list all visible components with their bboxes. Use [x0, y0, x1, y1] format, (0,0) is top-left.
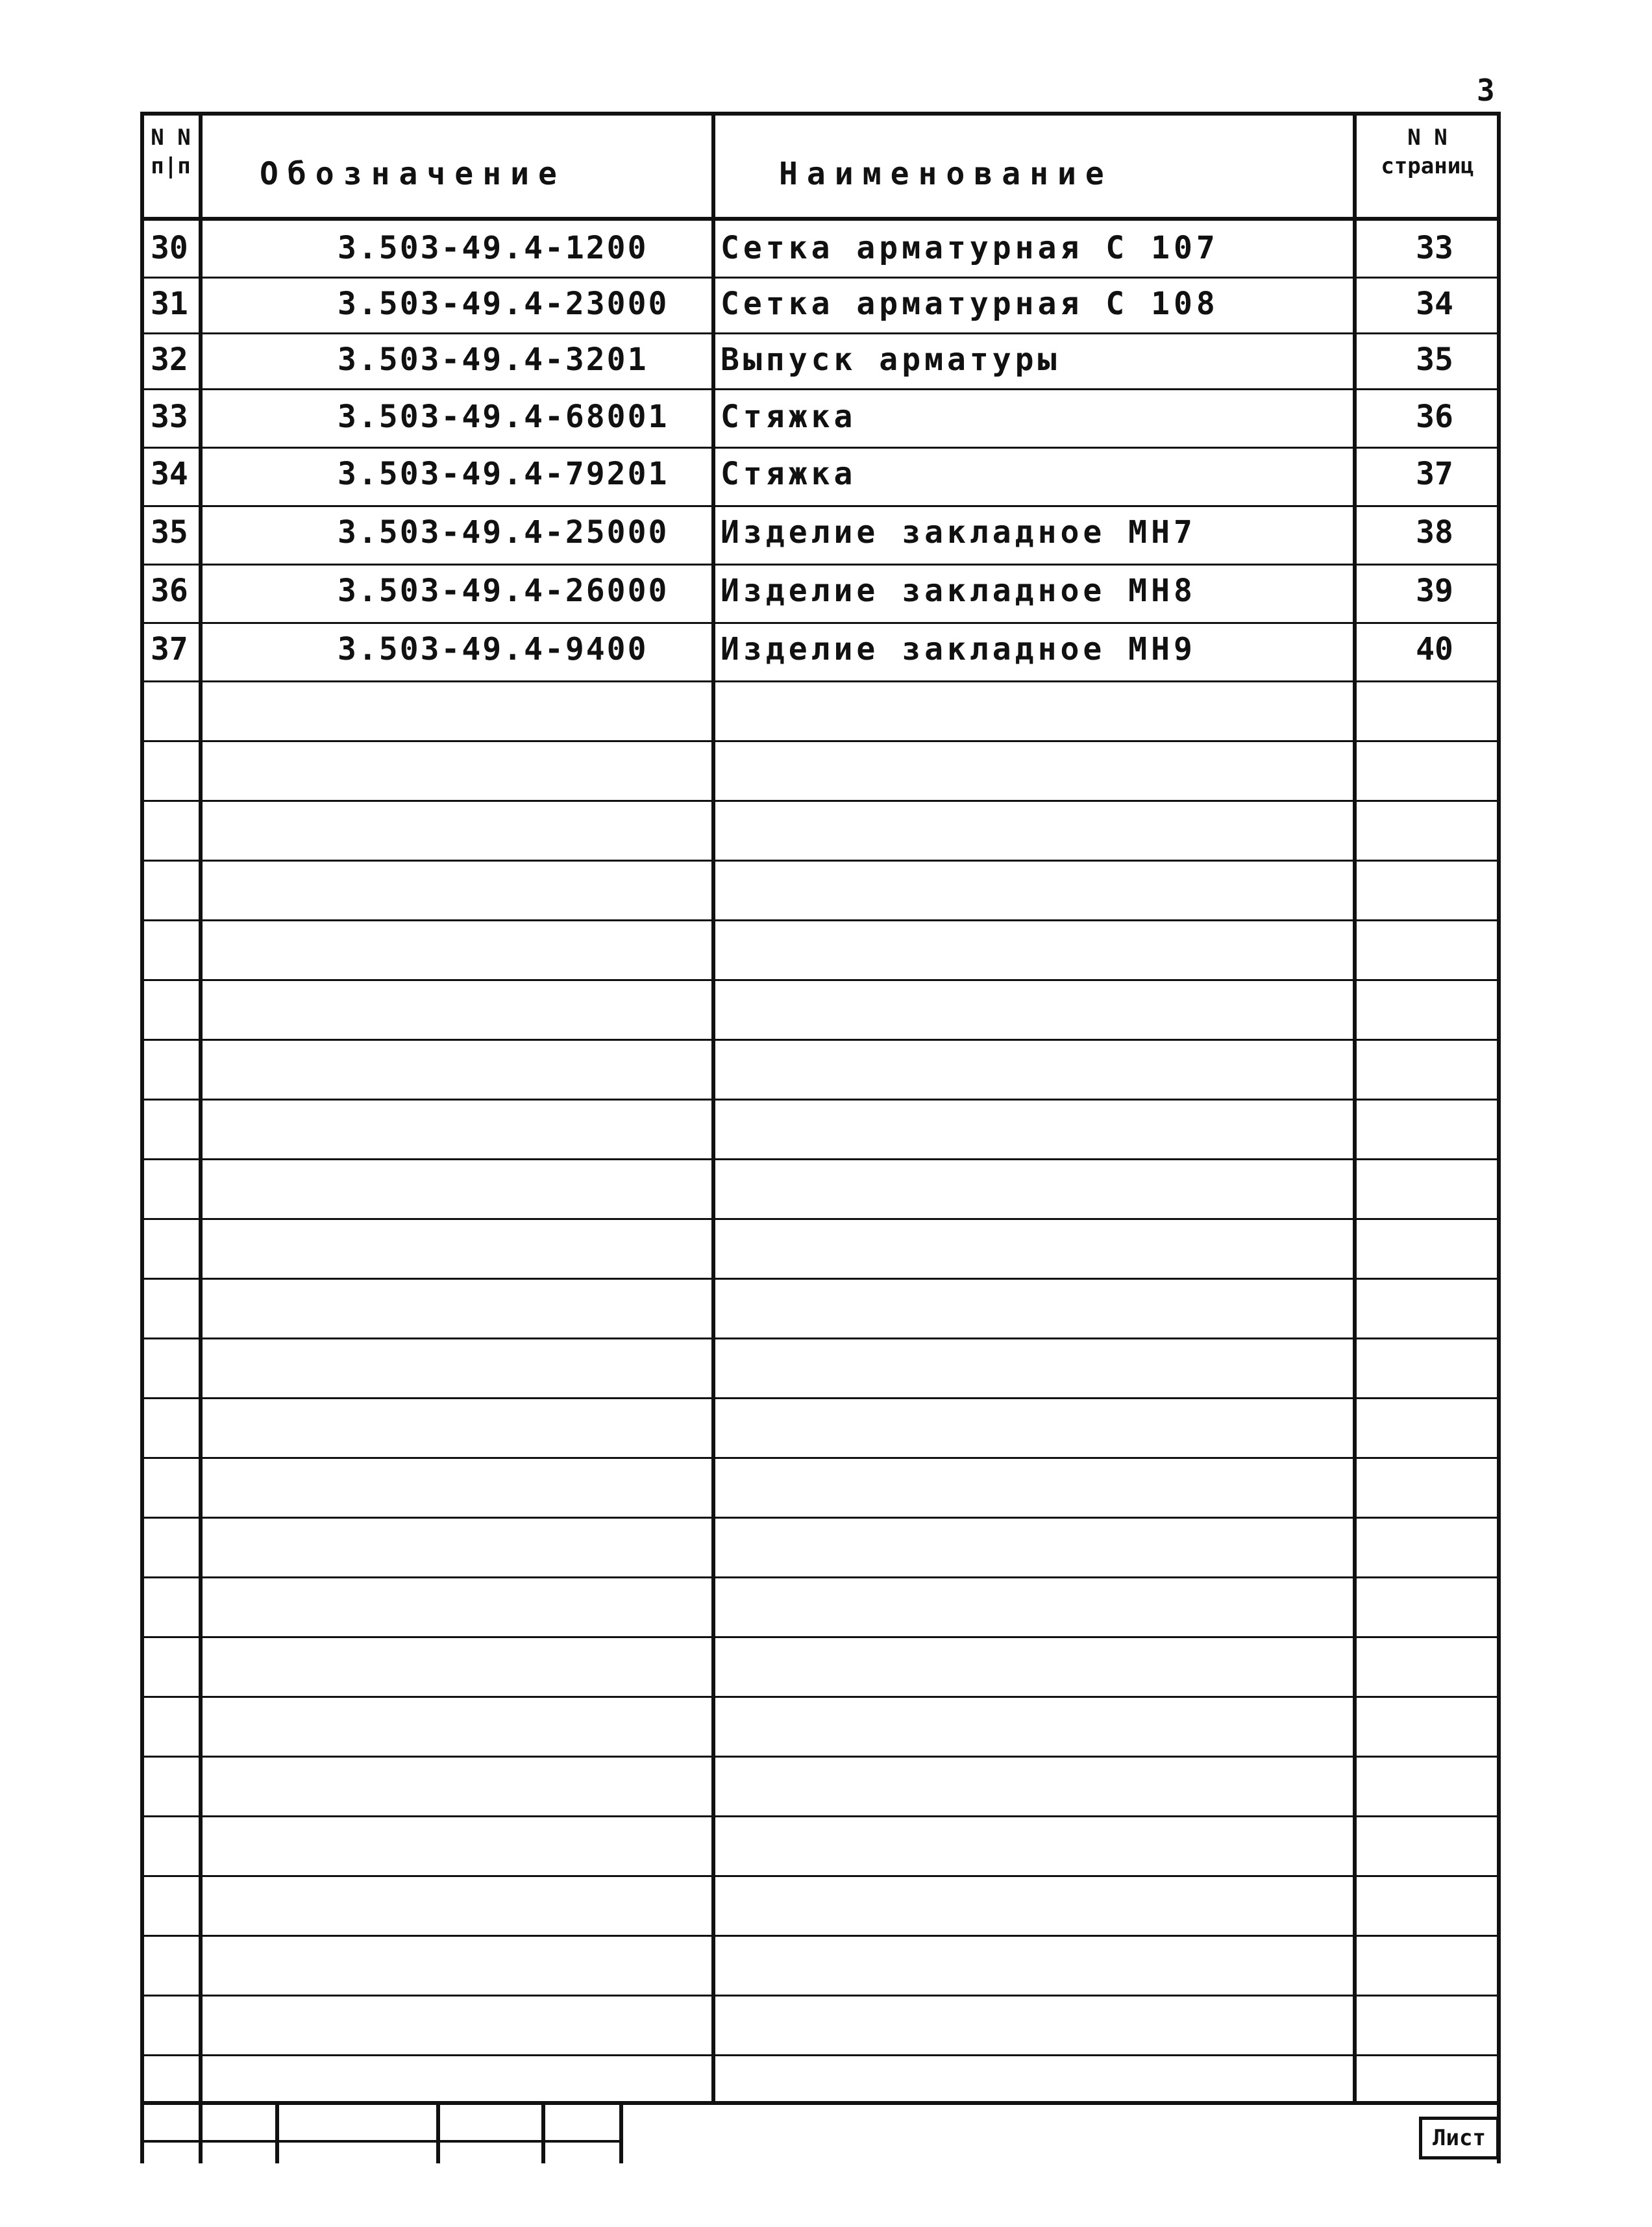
- row-name: Стяжка: [721, 399, 857, 435]
- row-separator-line: [144, 622, 1498, 624]
- row-page: 40: [1416, 631, 1453, 667]
- header-top-line: [140, 112, 1501, 116]
- row-page: 39: [1416, 573, 1453, 609]
- row-separator-line: [144, 1337, 1498, 1339]
- stamp-divider-1: [275, 2101, 279, 2163]
- stamp-divider-4: [619, 2101, 623, 2163]
- row-separator-line: [144, 1995, 1498, 1997]
- row-num: 37: [151, 631, 188, 667]
- row-page: 34: [1416, 286, 1453, 322]
- row-separator-line: [144, 1457, 1498, 1459]
- row-designation: 3.503-49.4-1200: [338, 230, 648, 266]
- row-designation: 3.503-49.4-68001: [338, 399, 669, 435]
- row-separator-line: [144, 1039, 1498, 1041]
- row-separator-line: [144, 1397, 1498, 1399]
- row-separator-line: [144, 277, 1498, 279]
- table-bottom-line: [140, 2101, 1501, 2105]
- row-page: 38: [1416, 514, 1453, 551]
- row-designation: 3.503-49.4-23000: [338, 286, 669, 322]
- col-num-header: [142, 123, 200, 180]
- col-num-header-bottom: п|п: [151, 153, 191, 179]
- row-num: 33: [151, 399, 188, 435]
- row-name: Изделие закладное МН7: [721, 514, 1196, 551]
- row-page: 37: [1416, 456, 1453, 492]
- row-separator-line: [144, 2054, 1498, 2056]
- row-name: Стяжка: [721, 456, 857, 492]
- row-page: 36: [1416, 399, 1453, 435]
- col-pages-header: [1355, 123, 1499, 180]
- row-separator-line: [144, 800, 1498, 802]
- row-page: 33: [1416, 230, 1453, 266]
- row-num: 31: [151, 286, 188, 322]
- row-separator-line: [144, 1517, 1498, 1519]
- row-separator-line: [144, 1099, 1498, 1101]
- col-designation-divider: [711, 112, 715, 2102]
- row-name: Изделие закладное МН8: [721, 573, 1196, 609]
- row-separator-line: [144, 505, 1498, 507]
- row-separator-line: [144, 1278, 1498, 1280]
- header-bottom-line: [140, 217, 1501, 221]
- row-name: Изделие закладное МН9: [721, 631, 1196, 667]
- col-pages-header-top: N N: [1407, 125, 1448, 151]
- row-designation: 3.503-49.4-25000: [338, 514, 669, 551]
- stamp-middle-line: [140, 2140, 623, 2143]
- row-num: 34: [151, 456, 188, 492]
- col-num-divider: [199, 112, 203, 2163]
- row-separator-line: [144, 564, 1498, 566]
- row-num: 36: [151, 573, 188, 609]
- row-designation: 3.503-49.4-79201: [338, 456, 669, 492]
- frame-left-line: [140, 112, 144, 2163]
- row-separator-line: [144, 1158, 1498, 1160]
- frame-right-line: [1497, 112, 1501, 2163]
- stamp-divider-3: [541, 2101, 545, 2163]
- row-separator-line: [144, 1875, 1498, 1877]
- row-num: 35: [151, 514, 188, 551]
- row-designation: 3.503-49.4-3201: [338, 342, 648, 378]
- row-designation: 3.503-49.4-9400: [338, 631, 648, 667]
- row-num: 32: [151, 342, 188, 378]
- sheet-label: Лист: [1419, 2117, 1499, 2159]
- row-separator-line: [144, 860, 1498, 862]
- col-name-divider: [1353, 112, 1357, 2102]
- page-number: 3: [1477, 73, 1495, 108]
- stamp-divider-2: [436, 2101, 440, 2163]
- row-separator-line: [144, 1935, 1498, 1937]
- row-designation: 3.503-49.4-26000: [338, 573, 669, 609]
- col-num-header-top: N N: [151, 125, 191, 151]
- row-separator-line: [144, 1815, 1498, 1817]
- col-designation-header: Обозначение: [260, 156, 566, 192]
- row-separator-line: [144, 447, 1498, 449]
- row-separator-line: [144, 332, 1498, 334]
- row-separator-line: [144, 979, 1498, 981]
- row-separator-line: [144, 1576, 1498, 1578]
- row-separator-line: [144, 388, 1498, 390]
- row-separator-line: [144, 1636, 1498, 1638]
- row-separator-line: [144, 680, 1498, 682]
- row-separator-line: [144, 919, 1498, 921]
- row-name: Выпуск арматуры: [721, 342, 1061, 378]
- row-name: Сетка арматурная С 108: [721, 286, 1219, 322]
- row-separator-line: [144, 1696, 1498, 1698]
- row-name: Сетка арматурная С 107: [721, 230, 1219, 266]
- row-num: 30: [151, 230, 188, 266]
- row-separator-line: [144, 740, 1498, 742]
- row-page: 35: [1416, 342, 1453, 378]
- col-name-header: Наименование: [779, 156, 1113, 192]
- row-separator-line: [144, 1218, 1498, 1220]
- row-separator-line: [144, 1756, 1498, 1758]
- col-pages-header-bottom: страниц: [1381, 153, 1474, 179]
